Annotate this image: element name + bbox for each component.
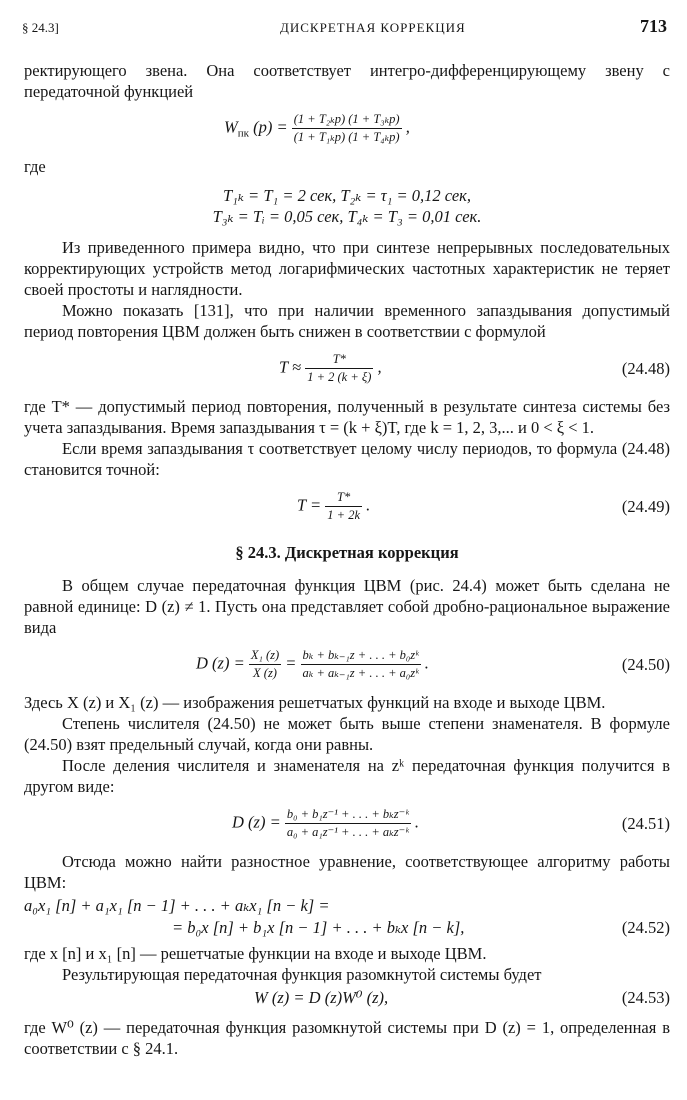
eq-2451-numerator: b₀ + b₁z⁻¹ + . . . + bₖz⁻ᵏ [285,807,411,824]
eq-w-lhs-sub: пк [237,127,249,140]
eq-2450-frac1-denominator: X (z) [253,666,277,680]
eq-w-tail: , [401,117,410,137]
eq-2449-tail: . [362,495,371,515]
equation-24-53 [24,987,670,1009]
eq-2450-tail: . [420,653,429,673]
eq-2453-number: (24.53) [621,988,670,1007]
paragraph-10: Отсюда можно найти разностное уравнение, соответствующее алгоритму работы ЦВМ: [24,852,670,892]
eq-w-lhs: W [224,117,238,137]
eq-2453-expression: W (z) = D (z)W⁰ (z), [254,988,389,1007]
eq-w-numerator: (1 + T₂ₖp) (1 + T₃ₖp) [292,112,402,129]
eq-2450-frac2-numerator: bₖ + bₖ₋₁z + . . . + b₀zᵏ [301,648,421,665]
equation-24-52 [24,895,670,939]
paragraph-12: Результирующая передаточная функция разомкнутой системы будет [62,965,542,984]
equation-24-51 [24,801,670,845]
eq-2448-lhs: T ≈ [279,357,306,377]
paragraph-13: где W⁰ (z) — передаточная функция разомкнутой системы при D (z) = 1, определенная в соответствии с § 24.1. [24,1018,670,1058]
eq-2452-line-1: a₀x₁ [n] + a₁x₁ [n − 1] + . . . + aₖx₁ [n − k] = [24,896,330,915]
eq-2451-fraction [285,807,411,840]
paragraph-9: После деления числителя и знаменателя на zᵏ передаточная функция получится в другом виде: [24,756,670,796]
paragraph-4: где T* — допустимый период повторения, полученный в результате синтеза системы без учета запаздывания. Время запаздывания τ = (k + ξ)T, где k = 1, 2, 3,... и 0 < ξ < 1. [24,397,670,437]
eq-2451-denominator: a₀ + a₁z⁻¹ + . . . + aₖz⁻ᵏ [286,825,409,839]
page-number: 713 [640,16,667,36]
equation-24-49 [24,484,670,528]
eq-2451-lhs: D (z) = [232,812,285,832]
constants-line-1: T₁ₖ = T₁ = 2 сек, T₂ₖ = τ₁ = 0,12 сек, [223,186,471,205]
eq-2452-line-2: = b₀x [n] + b₁x [n − 1] + . . . + bₖx [n − k], [172,918,465,937]
eq-2448-numerator: T* [305,352,373,369]
eq-2449-lhs: T = [297,495,326,515]
eq-2449-fraction [325,490,362,523]
eq-2451-number: (24.51) [621,814,670,833]
eq-2449-denominator: 1 + 2k [327,508,360,522]
eq-2450-lhs: D (z) = [196,653,249,673]
equation-24-48 [24,346,670,390]
eq-2448-tail: , [373,357,382,377]
paragraph-6: В общем случае передаточная функция ЦВМ (рис. 24.4) может быть сделана не равной единице: D (z) ≠ 1. Пусть она представляет собой дробно-рациональное выражение вида [24,576,670,637]
running-title: ДИСКРЕТНАЯ КОРРЕКЦИЯ [280,20,466,35]
eq-2451-tail: . [410,812,419,832]
eq-w-arg: (p) = [248,117,292,137]
eq-w-denominator: (1 + T₁ₖp) (1 + T₄ₖp) [293,130,400,144]
paragraph-5: Если время запаздывания τ соответствует целому числу периодов, то формула (24.48) становится точной: [24,439,670,479]
eq-2448-denominator: 1 + 2 (k + ξ) [307,370,372,384]
paragraph-3: Можно показать [131], что при наличии временного запаздывания допустимый период повторения ЦВМ должен быть снижен в соответствии с формулой [24,301,670,341]
where-label: где [24,157,46,176]
equation-24-50 [24,642,670,686]
eq-2450-fraction-1 [249,648,281,681]
header-section-ref: § 24.3] [22,20,59,35]
paragraph-2: Из приведенного примера видно, что при синтезе непрерывных последовательных корректирующих устройств метод логарифмических частотных характеристик не теряет своей простоты и наглядности. [24,238,670,299]
paragraph-1: ректирующего звена. Она соответствует интегро-дифференцирующему звену с передаточной функцией [24,61,670,101]
eq-2452-number: (24.52) [621,918,670,937]
eq-2449-number: (24.49) [621,497,670,516]
eq-2450-frac1-numerator: X₁ (z) [249,648,281,665]
constants-line-2: T₃ₖ = Tᵢ = 0,05 сек, T₄ₖ = T₃ = 0,01 сек. [212,207,482,226]
eq-w-fraction [292,112,402,145]
paragraph-11: где x [n] и x₁ [n] — решетчатые функции на входе и выходе ЦВМ. [24,944,487,963]
eq-2450-number: (24.50) [621,655,670,674]
eq-2450-fraction-2 [301,648,421,681]
page-header [22,16,667,40]
eq-2450-mid: = [281,653,301,673]
paragraph-8: Степень числителя (24.50) не может быть выше степени знаменателя. В формуле (24.50) взят предельный случай, когда они равны. [24,714,670,754]
eq-2449-numerator: T* [325,490,362,507]
eq-2450-frac2-denominator: aₖ + aₖ₋₁z + . . . + a₀zᵏ [302,666,419,680]
section-title: § 24.3. Дискретная коррекция [235,543,459,562]
page-body [24,60,670,1059]
eq-2448-fraction [305,352,373,385]
paragraph-7: Здесь X (z) и X₁ (z) — изображения решетчатых функций на входе и выходе ЦВМ. [24,693,606,712]
eq-2448-number: (24.48) [621,359,670,378]
equation-w-pk [24,106,670,150]
